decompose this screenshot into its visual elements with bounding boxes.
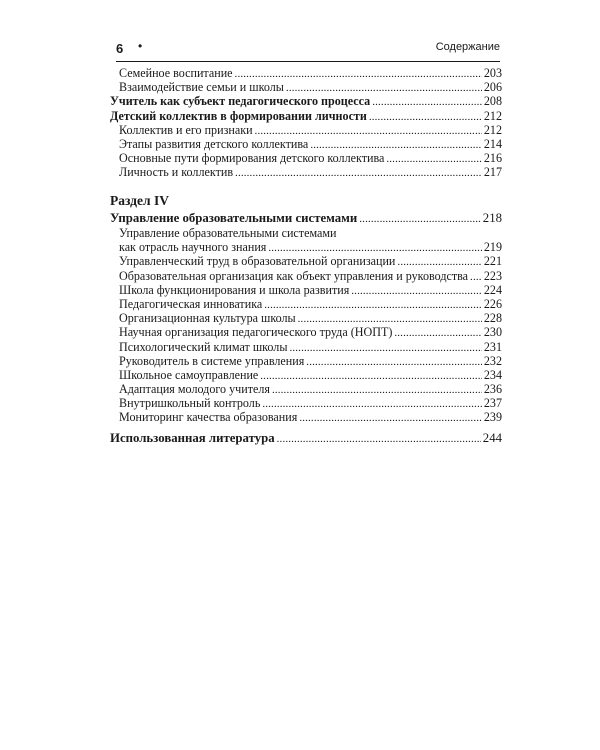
toc-entry-page: 216	[483, 151, 502, 166]
leader-dots	[386, 151, 481, 166]
toc-entry-title: Коллектив и его признаки	[119, 122, 253, 137]
toc-chapter-page: 244	[482, 431, 502, 445]
toc-entry-title: Личность и коллектив	[119, 165, 234, 180]
toc-entry-line1[interactable]	[110, 226, 502, 240]
leader-dots	[359, 210, 481, 227]
section-title: Раздел IV	[110, 193, 169, 208]
leader-dots	[272, 382, 482, 397]
leader-dots	[298, 311, 482, 326]
toc-chapter-page: 208	[483, 94, 502, 109]
toc-chapter[interactable]	[110, 109, 502, 123]
toc-continued	[110, 66, 502, 180]
toc-entry-title: Внутришкольный контроль	[119, 396, 261, 411]
toc-entry-page: 212	[483, 122, 502, 137]
toc-entry-page: 234	[483, 367, 502, 382]
toc-entry[interactable]	[110, 123, 502, 137]
leader-dots	[255, 123, 482, 138]
leader-dots	[277, 430, 481, 447]
toc-entry-page: 203	[483, 66, 502, 80]
toc-entry-title: как отрасль научного знания	[119, 240, 267, 255]
toc-chapter-page: 212	[483, 108, 502, 123]
toc-entry-title: Управление образовательными системами	[119, 226, 337, 240]
toc-entry-page: 217	[483, 165, 502, 180]
toc-entry-page: 236	[483, 382, 502, 397]
running-title: Содержание	[435, 41, 500, 53]
toc-bibliography	[110, 430, 502, 446]
toc-entry-title: Школьное самоуправление	[119, 367, 259, 382]
toc-entry[interactable]	[110, 410, 502, 424]
toc-entry-page: 224	[483, 282, 502, 297]
page-number: 6	[116, 41, 124, 56]
toc-entry-page: 228	[483, 311, 502, 326]
toc-entry-page: 226	[483, 296, 502, 311]
toc-entry[interactable]	[110, 396, 502, 410]
page-header	[116, 41, 500, 62]
leader-dots	[235, 165, 482, 180]
leader-dots	[394, 325, 481, 340]
leader-dots	[260, 368, 482, 383]
toc-entry-page: 237	[483, 396, 502, 411]
toc-entry[interactable]	[110, 325, 502, 339]
toc-entry-title: Управленческий труд в образовательной организации	[119, 254, 396, 269]
leader-dots	[235, 66, 482, 81]
leader-dots	[264, 297, 482, 312]
toc-entry[interactable]	[110, 340, 502, 354]
toc-entry-title: Научная организация педагогического труда (НОПТ)	[119, 325, 393, 340]
toc-section-iv	[110, 192, 502, 425]
toc-entry[interactable]	[110, 240, 502, 254]
toc-entry[interactable]	[110, 283, 502, 297]
leader-dots	[397, 254, 481, 269]
toc-entry-page: 231	[483, 339, 502, 354]
toc-entry-page: 232	[483, 353, 502, 368]
toc-chapter-title: Детский коллектив в формировании личности	[110, 108, 367, 123]
toc-entry[interactable]	[110, 137, 502, 151]
toc-entry-title: Основные пути формирования детского коллектива	[119, 151, 385, 166]
leader-dots	[310, 137, 482, 152]
toc-entry-page: 239	[483, 410, 502, 425]
toc-chapter[interactable]	[110, 94, 502, 108]
toc-chapter[interactable]	[110, 430, 502, 446]
toc-chapter[interactable]	[110, 210, 502, 226]
toc-entry-title: Психологический климат школы	[119, 339, 288, 354]
toc-entry-page: 221	[483, 254, 502, 269]
toc-entry-page: 219	[483, 240, 502, 255]
toc-entry-title: Школа функционирования и школа развития	[119, 282, 350, 297]
toc-chapter-page: 218	[482, 211, 502, 225]
leader-dots	[299, 410, 482, 425]
leader-dots	[268, 240, 481, 255]
toc-entry[interactable]	[110, 254, 502, 268]
toc-chapter-title: Использованная литература	[110, 431, 275, 445]
toc-entry-page: 206	[483, 80, 502, 95]
header-bullet: •	[138, 39, 143, 53]
toc-entry-page: 214	[483, 136, 502, 151]
leader-dots	[470, 269, 482, 284]
leader-dots	[372, 94, 482, 109]
toc-chapter-title: Учитель как субъект педагогического процесса	[110, 94, 371, 109]
toc-entry[interactable]	[110, 382, 502, 396]
toc-entry[interactable]	[110, 269, 502, 283]
toc-entry[interactable]	[110, 151, 502, 165]
leader-dots	[369, 109, 482, 124]
toc-entry-title: Мониторинг качества образования	[119, 410, 298, 425]
toc-entry-title: Педагогическая инноватика	[119, 296, 263, 311]
toc-entry-title: Организационная культура школы	[119, 311, 296, 326]
toc-entry[interactable]	[110, 66, 502, 80]
leader-dots	[262, 396, 482, 411]
toc-entry[interactable]	[110, 80, 502, 94]
toc-entry-title: Взаимодействие семьи и школы	[119, 80, 284, 95]
leader-dots	[286, 80, 482, 95]
toc-entry-page: 230	[483, 325, 502, 340]
toc-chapter-title: Управление образовательными системами	[110, 211, 358, 225]
toc-entry-title: Этапы развития детского коллектива	[119, 136, 309, 151]
leader-dots	[306, 354, 482, 369]
toc-entry[interactable]	[110, 311, 502, 325]
toc-entry-page: 223	[483, 268, 502, 283]
toc-entry-title: Семейное воспитание	[119, 66, 233, 80]
leader-dots	[289, 340, 481, 355]
toc-entry-title: Адаптация молодого учителя	[119, 382, 270, 397]
leader-dots	[351, 283, 482, 298]
toc-entry[interactable]	[110, 165, 502, 179]
toc-entry[interactable]	[110, 368, 502, 382]
toc-entry-title: Руководитель в системе управления	[119, 353, 305, 368]
toc-entry-title: Образовательная организация как объект управления и руководства	[119, 268, 469, 283]
toc-entry[interactable]	[110, 354, 502, 368]
toc-entry[interactable]	[110, 297, 502, 311]
